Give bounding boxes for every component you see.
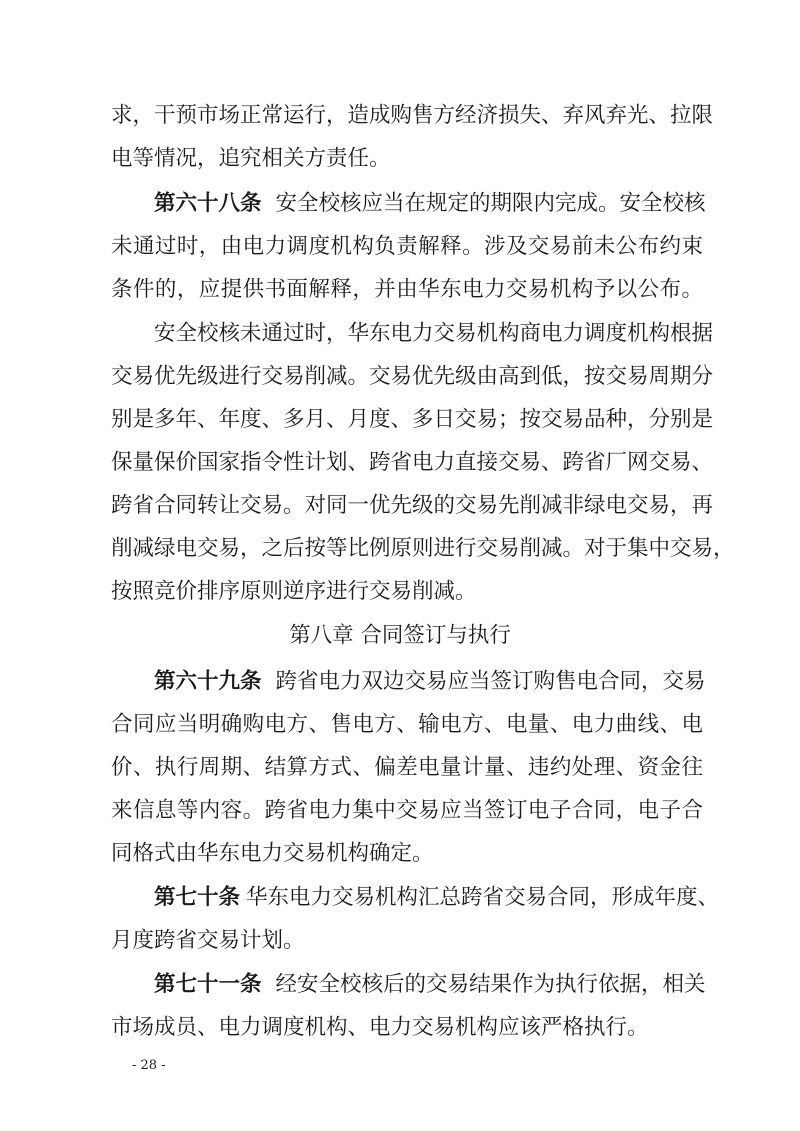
chapter-heading: 第八章 合同签订与执行 bbox=[289, 623, 511, 648]
text-line: 按照竞价排序原则逆序进行交易削减。 bbox=[111, 579, 477, 604]
text-line: 别是多年、年度、多月、月度、多日交易；按交易品种，分别是 bbox=[111, 407, 714, 432]
text-line: 保量保价国家指令性计划、跨省电力直接交易、跨省厂网交易、 bbox=[111, 450, 714, 475]
article-71-text: 经安全校核后的交易结果作为执行依据，相关 bbox=[275, 972, 706, 997]
page-number: - 28 - bbox=[132, 1058, 166, 1073]
article-68-line bbox=[154, 186, 706, 222]
text-line: 条件的，应提供书面解释，并由华东电力交易机构予以公布。 bbox=[111, 277, 703, 302]
article-69-text: 跨省电力双边交易应当签订购售电合同，交易 bbox=[275, 669, 706, 694]
article-68-title: 第六十八条 bbox=[154, 191, 262, 216]
article-70-text: 华东电力交易机构汇总跨省交易合同，形成年度、 bbox=[246, 885, 720, 910]
text-line: 市场成员、电力调度机构、电力交易机构应该严格执行。 bbox=[111, 1015, 649, 1040]
text-line: 合同应当明确购电方、售电方、输电方、电量、电力曲线、电 bbox=[111, 712, 703, 737]
article-69-line bbox=[154, 664, 706, 700]
text-line: 电等情况，追究相关方责任。 bbox=[111, 146, 391, 171]
text-line: 同格式由华东电力交易机构确定。 bbox=[111, 841, 434, 866]
text-line: 未通过时，由电力调度机构负责解释。涉及交易前未公布约束 bbox=[111, 234, 703, 259]
text-line: 月度跨省交易计划。 bbox=[111, 928, 305, 953]
text-line: 求，干预市场正常运行，造成购售方经济损失、弃风弃光、拉限 bbox=[111, 103, 714, 128]
article-70-line bbox=[154, 880, 720, 916]
text-line: 交易优先级进行交易削减。交易优先级由高到低，按交易周期分 bbox=[111, 364, 714, 389]
article-69-title: 第六十九条 bbox=[154, 669, 262, 694]
article-71-title: 第七十一条 bbox=[154, 972, 262, 997]
text-line: 削减绿电交易，之后按等比例原则进行交易削减。对于集中交易， bbox=[111, 536, 735, 561]
text-line: 跨省合同转让交易。对同一优先级的交易先削减非绿电交易，再 bbox=[111, 493, 714, 518]
text-line: 来信息等内容。跨省电力集中交易应当签订电子合同，电子合 bbox=[111, 798, 703, 823]
text-line: 安全校核未通过时，华东电力交易机构商电力调度机构根据 bbox=[154, 321, 714, 346]
article-68-text: 安全校核应当在规定的期限内完成。安全校核 bbox=[275, 191, 706, 216]
article-70-title: 第七十条 bbox=[154, 885, 241, 910]
text-line: 价、执行周期、结算方式、偏差电量计量、违约处理、资金往 bbox=[111, 755, 703, 780]
article-71-line bbox=[154, 967, 706, 1003]
